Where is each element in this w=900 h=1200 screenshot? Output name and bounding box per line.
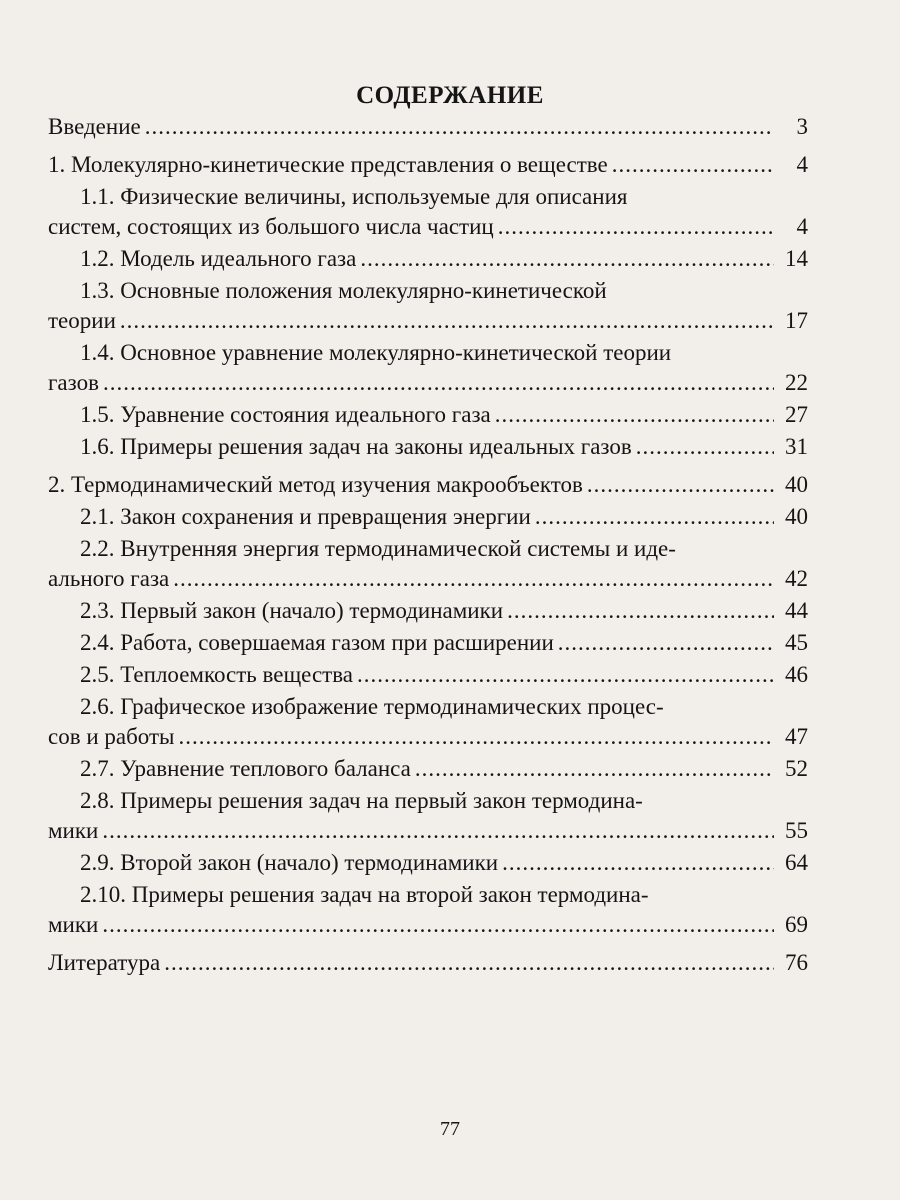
toc-entry-section-2-2: [48, 534, 808, 594]
toc-page-number: 69: [785, 912, 808, 937]
toc-page-number: 46: [785, 662, 808, 687]
toc-entry-title-line1: 2.8. Примеры решения задач на первый закон термодина-: [80, 788, 643, 813]
toc-entry-title: 1.5. Уравнение состояния идеального газа: [80, 402, 491, 427]
toc-page-number: 76: [785, 950, 808, 975]
toc-page-number: 44: [785, 598, 808, 623]
toc-entry-section-2-8: [48, 786, 808, 846]
toc-entry-title: систем, состоящих из большого числа частиц: [48, 214, 494, 239]
leader-dots: [102, 910, 774, 940]
toc-page-number: 17: [785, 308, 808, 333]
toc-entry-title-line1: 2.2. Внутренняя энергия термодинамической системы и иде-: [80, 536, 676, 561]
toc-entry-literature: [48, 948, 808, 978]
leader-dots: [102, 816, 774, 846]
toc-entry-title: теории: [48, 308, 116, 333]
leader-dots: [636, 432, 774, 462]
toc-page-number: 31: [785, 434, 808, 459]
toc-entry-section-1-1: [48, 182, 808, 242]
toc-page-number: 22: [785, 370, 808, 395]
leader-dots: [360, 244, 774, 274]
toc-page-number: 40: [785, 504, 808, 529]
toc-entry-title: 1.2. Модель идеального газа: [80, 246, 357, 271]
toc-page-number: 64: [785, 850, 808, 875]
leader-dots: [357, 660, 774, 690]
toc-entry-title: 2.9. Второй закон (начало) термодинамики: [80, 850, 499, 875]
toc-entry-title: 2. Термодинамический метод изучения макрообъектов: [48, 472, 583, 497]
toc-entry-section-2-5: [48, 660, 808, 690]
toc-entry-chapter-1: [48, 150, 808, 180]
leader-dots: [587, 470, 774, 500]
toc-entry-title-line1: 2.10. Примеры решения задач на второй закон термодина-: [80, 882, 649, 907]
page-number: 77: [440, 1118, 460, 1140]
leader-dots: [502, 848, 774, 878]
toc-page-number: 42: [785, 566, 808, 591]
leader-dots: [495, 400, 774, 430]
page-title: СОДЕРЖАНИЕ: [356, 82, 544, 109]
leader-dots: [103, 368, 774, 398]
toc-page-number: 3: [796, 114, 808, 139]
toc-entry-section-1-3: [48, 276, 808, 336]
toc-entry-title: Введение: [48, 114, 141, 139]
leader-dots: [120, 306, 774, 336]
toc-entry-title: 2.1. Закон сохранения и превращения энергии: [80, 504, 531, 529]
toc-page-number: 52: [785, 756, 808, 781]
leader-dots: [173, 564, 774, 594]
leader-dots: [612, 150, 774, 180]
toc-entry-title: 2.3. Первый закон (начало) термодинамики: [80, 598, 504, 623]
toc-entry-section-2-10: [48, 880, 808, 940]
toc-entry-title: мики: [48, 818, 99, 843]
toc-entry-title: газов: [48, 370, 99, 395]
toc-entry-title: 2.4. Работа, совершаемая газом при расширении: [80, 630, 554, 655]
table-of-contents: [48, 112, 808, 978]
toc-page-number: 14: [785, 246, 808, 271]
toc-entry-title-line1: 2.6. Графическое изображение термодинамических процес-: [80, 694, 664, 719]
toc-entry-title: сов и работы: [48, 724, 175, 749]
toc-page-number: 27: [785, 402, 808, 427]
leader-dots: [415, 754, 774, 784]
toc-entry-section-2-4: [48, 628, 808, 658]
toc-entry-section-2-9: [48, 848, 808, 878]
toc-entry-introduction: [48, 112, 808, 142]
leader-dots: [535, 502, 774, 532]
toc-page-number: 40: [785, 472, 808, 497]
toc-entry-section-2-1: [48, 502, 808, 532]
toc-entry-section-1-6: [48, 432, 808, 462]
toc-entry-title: 2.5. Теплоемкость вещества: [80, 662, 353, 687]
toc-entry-section-2-6: [48, 692, 808, 752]
leader-dots: [507, 596, 774, 626]
toc-entry-title: 1. Молекулярно-кинетические представления о веществе: [48, 152, 608, 177]
toc-page-number: 47: [785, 724, 808, 749]
toc-entry-title: 2.7. Уравнение теплового баланса: [80, 756, 411, 781]
toc-page-number: 55: [785, 818, 808, 843]
leader-dots: [164, 948, 774, 978]
toc-page-number: 45: [785, 630, 808, 655]
toc-entry-section-1-2: [48, 244, 808, 274]
toc-entry-chapter-2: [48, 470, 808, 500]
leader-dots: [558, 628, 774, 658]
toc-entry-title-line1: 1.1. Физические величины, используемые для описания: [80, 184, 628, 209]
toc-entry-title-line1: 1.3. Основные положения молекулярно-кинетической: [80, 278, 607, 303]
toc-entry-section-1-5: [48, 400, 808, 430]
toc-entry-title-line1: 1.4. Основное уравнение молекулярно-кинетической теории: [80, 340, 672, 365]
leader-dots: [179, 722, 775, 752]
toc-entry-title: ального газа: [48, 566, 170, 591]
toc-entry-section-1-4: [48, 338, 808, 398]
leader-dots: [498, 212, 774, 242]
toc-entry-title: мики: [48, 912, 99, 937]
toc-entry-title: 1.6. Примеры решения задач на законы идеальных газов: [80, 434, 632, 459]
toc-page-number: 4: [796, 214, 808, 239]
toc-entry-title: Литература: [48, 950, 161, 975]
toc-entry-section-2-7: [48, 754, 808, 784]
toc-page-number: 4: [796, 152, 808, 177]
leader-dots: [145, 112, 774, 142]
toc-entry-section-2-3: [48, 596, 808, 626]
